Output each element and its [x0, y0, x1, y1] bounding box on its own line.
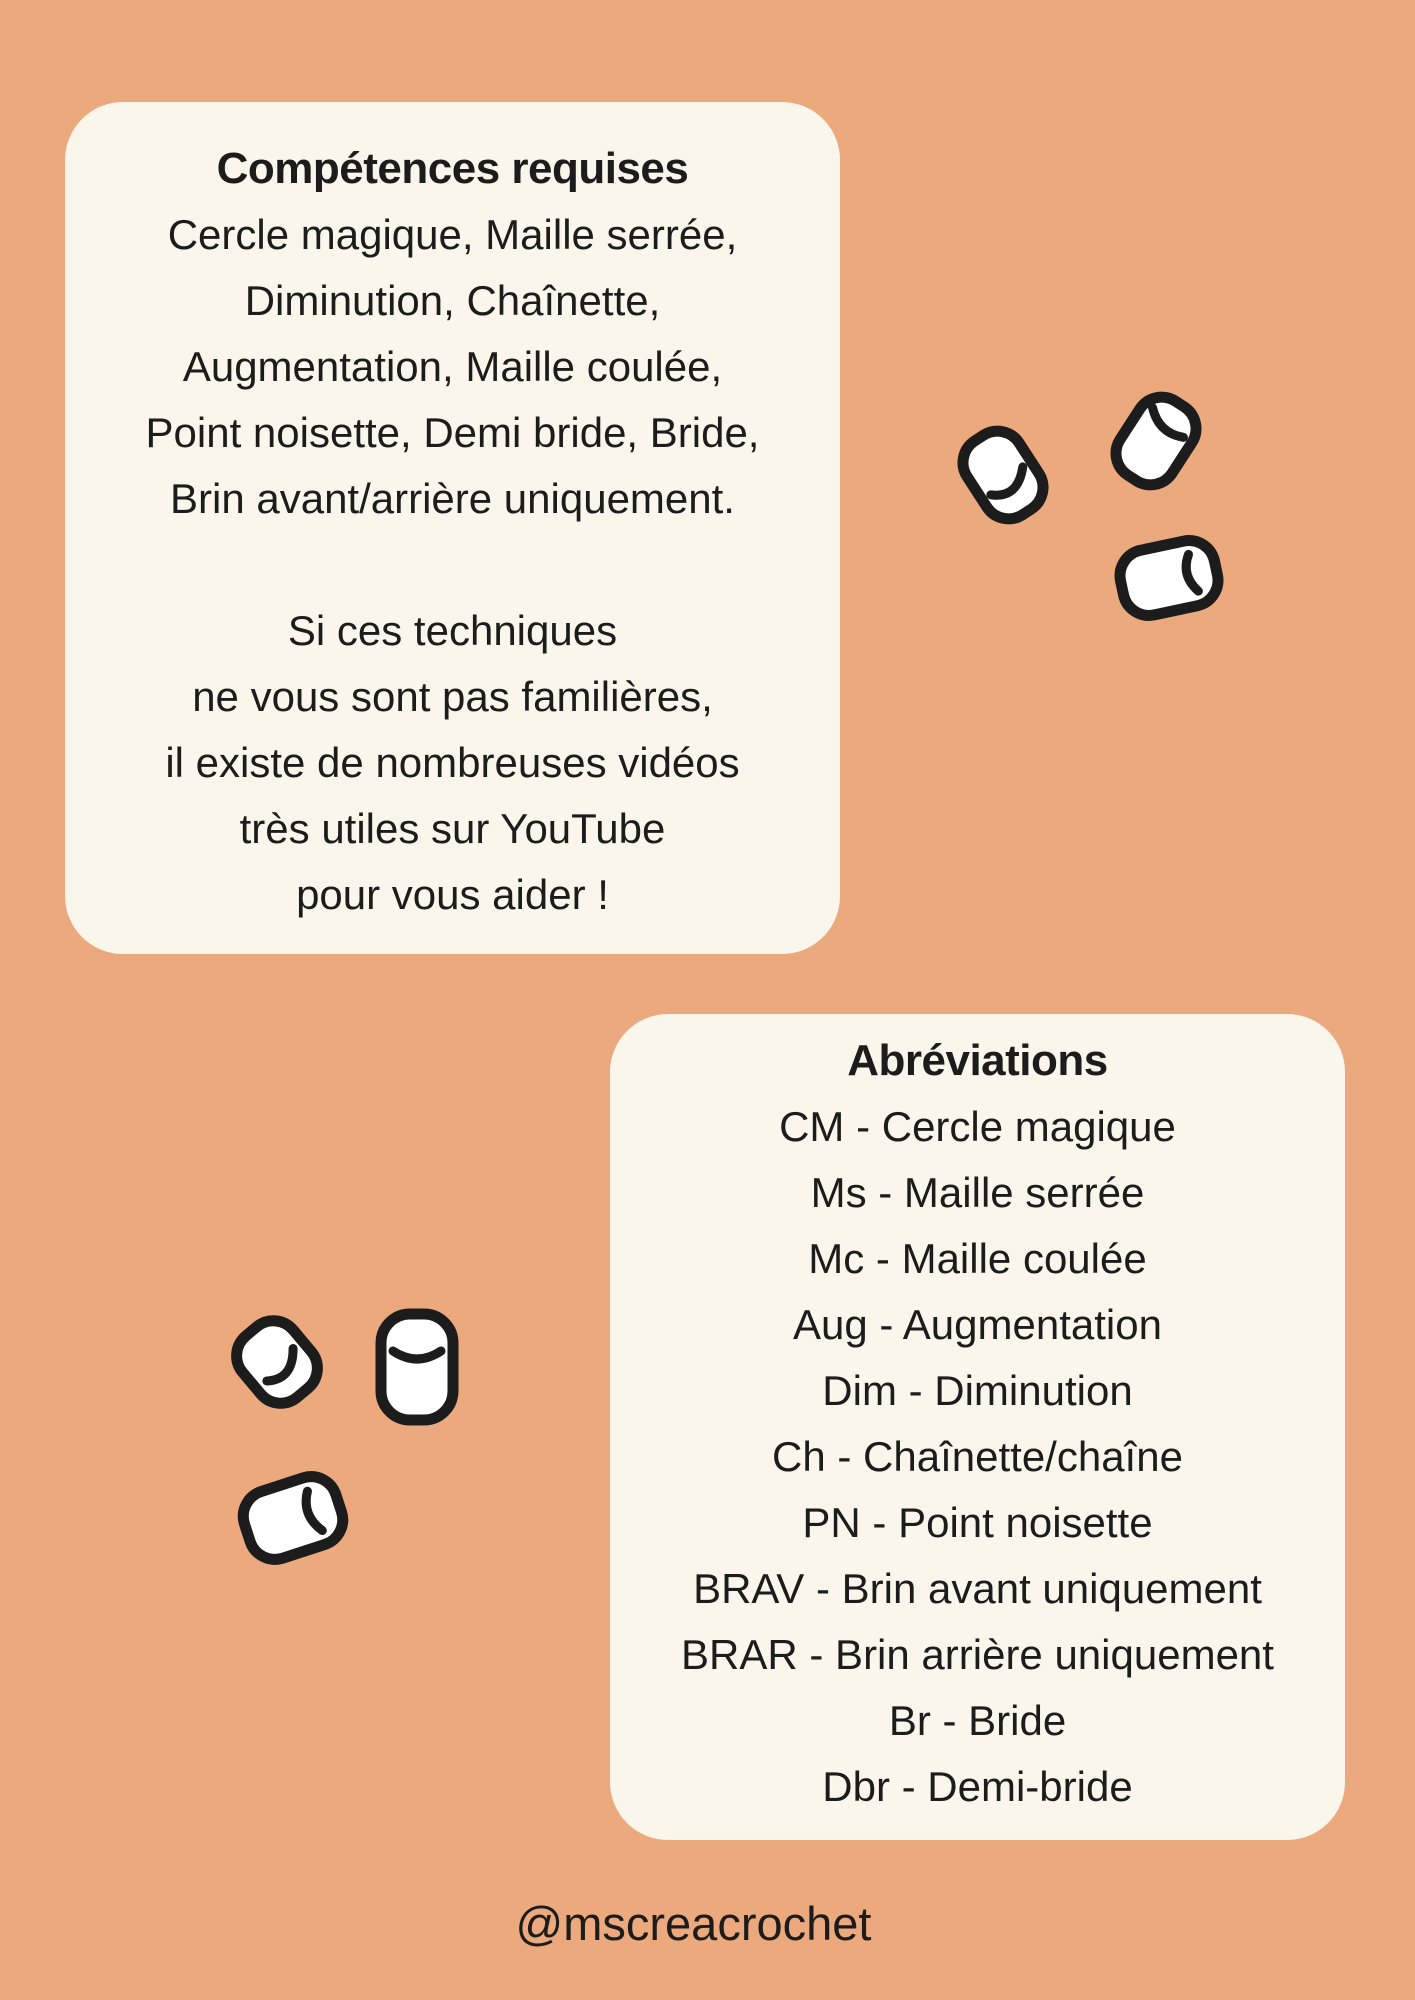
- skills-line: Brin avant/arrière uniquement.: [170, 475, 735, 522]
- abbreviation-item: Ch - Chaînette/chaîne: [772, 1433, 1183, 1480]
- note-line: il existe de nombreuses vidéos: [165, 739, 740, 786]
- note-line: très utiles sur YouTube: [239, 805, 666, 852]
- note-line: Si ces techniques: [287, 607, 618, 654]
- marshmallow-icon: [213, 1438, 373, 1598]
- marshmallow-icon: [1089, 498, 1249, 658]
- skills-card: [65, 102, 840, 954]
- skills-line: Diminution, Chaînette,: [244, 277, 661, 324]
- marshmallow-icon: [923, 395, 1083, 555]
- abbreviation-item: Aug - Augmentation: [793, 1301, 1162, 1348]
- abbreviation-item: Br - Bride: [888, 1697, 1067, 1744]
- skills-line: Cercle magique, Maille serrée,: [167, 211, 738, 258]
- note-line: ne vous sont pas familières,: [192, 673, 713, 720]
- abbreviations-card: [610, 1014, 1345, 1840]
- abbreviation-item: BRAV - Brin avant uniquement: [693, 1565, 1262, 1612]
- marshmallow-icon: [337, 1287, 497, 1447]
- note-line: pour vous aider !: [296, 871, 609, 918]
- abbreviation-item: Ms - Maille serrée: [810, 1169, 1145, 1216]
- abbreviation-item: PN - Point noisette: [802, 1499, 1153, 1546]
- skills-card-title: Compétences requises: [216, 144, 689, 193]
- paragraph-spacer: [65, 532, 840, 598]
- skills-line: Augmentation, Maille coulée,: [182, 343, 723, 390]
- instagram-handle: @mscreacrochet: [515, 1897, 872, 1950]
- skills-line: Point noisette, Demi bride, Bride,: [145, 409, 760, 456]
- abbreviation-item: Mc - Maille coulée: [808, 1235, 1147, 1282]
- abbreviation-item: Dbr - Demi-bride: [822, 1763, 1133, 1810]
- abbreviations-card-title: Abréviations: [847, 1036, 1108, 1085]
- marshmallow-icon: [1076, 361, 1236, 521]
- abbreviation-item: Dim - Diminution: [822, 1367, 1133, 1414]
- abbreviation-item: BRAR - Brin arrière uniquement: [681, 1631, 1274, 1678]
- abbreviation-item: CM - Cercle magique: [779, 1103, 1176, 1150]
- marshmallow-icon: [197, 1282, 357, 1442]
